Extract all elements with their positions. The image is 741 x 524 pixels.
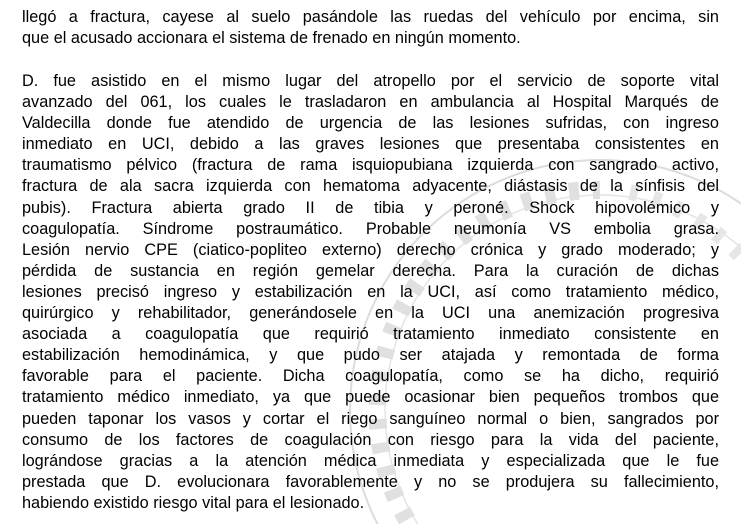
text-line: Valdecilla donde fue atendido de urgencia de las lesiones sufridas, con ingreso: [22, 114, 719, 133]
text-line: quirúrgico y rehabilitador, generándosele en la UCI una anemización progresiva: [22, 304, 719, 323]
text-line: traumatismo pélvico (fractura de rama isquiopubiana izquierda con sangrado activo,: [22, 156, 719, 175]
text-line: estabilización hemodinámica, y que pudo ser atajada y remontada de forma: [22, 346, 719, 365]
text-line: coagulopatía. Síndrome postraumático. Probable neumonía VS embolia grasa.: [22, 219, 719, 238]
text-line: que el acusado accionara el sistema de frenado en ningún momento.: [22, 29, 521, 48]
text-line: pubis). Fractura abierta grado II de tibia y peroné. Shock hipovolémico y: [22, 198, 719, 217]
paragraph-2: [22, 71, 719, 514]
text-line: fractura de ala sacra izquierda con hematoma adyacente, diástasis de la sínfisis del: [22, 177, 719, 196]
text-line: D. fue asistido en el mismo lugar del atropello por el servicio de soporte vital: [22, 72, 719, 90]
text-line: avanzado del 061, los cuales le trasladaron en ambulancia al Hospital Marqués de: [22, 93, 719, 112]
text-line: lográndose gracias a la atención médica inmediata y especializada que le fue: [22, 451, 719, 470]
text-line: llegó a fractura, cayese al suelo pasándole las ruedas del vehículo por encima, sin: [22, 8, 719, 26]
paragraph-1: [22, 7, 719, 49]
text-line: pérdida de sustancia en región gemelar derecha. Para la curación de dichas: [22, 261, 719, 280]
text-line: asociada a coagulopatía que requirió tratamiento inmediato consistente en: [22, 325, 719, 344]
text-line: habiendo existido riesgo vital para el lesionado.: [22, 493, 365, 512]
text-line: lesiones precisó ingreso y estabilización en la UCI, así como tratamiento médico,: [22, 282, 719, 301]
text-line: prestada que D. evolucionara favorablemente y no se produjera su fallecimiento,: [22, 472, 719, 491]
text-line: Lesión nervio CPE (ciatico-popliteo externo) derecho crónica y grado moderado; y: [22, 240, 719, 259]
text-line: pueden taponar los vasos y cortar el riego sanguíneo normal o bien, sangrados por: [22, 409, 719, 428]
text-line: tratamiento médico inmediato, ya que puede ocasionar bien pequeños trombos que: [22, 388, 719, 407]
text-line: favorable para el paciente. Dicha coagulopatía, como se ha dicho, requirió: [22, 367, 719, 386]
text-line: inmediato en UCI, debido a las graves lesiones que presentaba consistentes en: [22, 135, 719, 154]
text-line: consumo de los factores de coagulación con riesgo para la vida del paciente,: [22, 430, 719, 449]
